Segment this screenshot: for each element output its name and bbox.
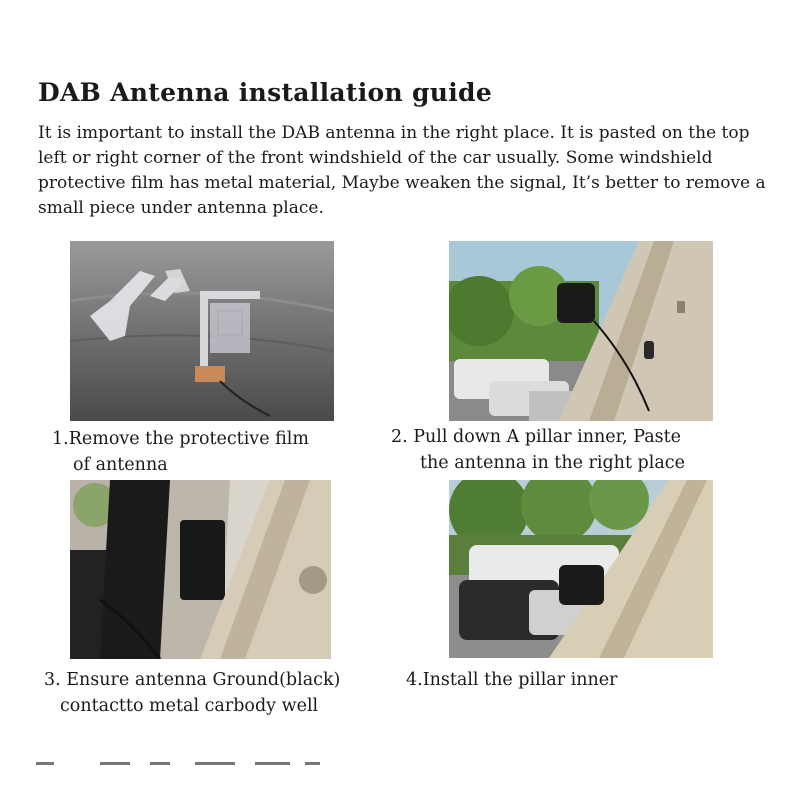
cropped-text-fragment — [305, 762, 320, 765]
cropped-text-fragment — [150, 762, 170, 765]
cropped-text-fragment — [255, 762, 290, 765]
step1-caption-line2: of antenna — [73, 455, 168, 475]
step2-caption-line1: 2. Pull down A pillar inner, Paste — [391, 427, 682, 447]
step4-photo — [449, 480, 713, 658]
step1-photo — [70, 241, 334, 421]
step3-caption-line2: contactto metal carbody well — [60, 696, 319, 716]
step4-caption-line1: 4.Install the pillar inner — [406, 670, 618, 690]
cropped-text-fragment — [36, 762, 54, 765]
step2-caption-line2: the antenna in the right place — [420, 453, 685, 473]
cropped-text-fragment — [195, 762, 235, 765]
intro-paragraph: It is important to install the DAB antenna in the right place. It is pasted on the top left or right corner of the front windshield of the car usually. Some windshield protective film has metal material, Maybe weaken the signal, It’s better to remove a small piece under antenna place. — [38, 123, 766, 218]
guide-title: DAB Antenna installation guide — [38, 78, 493, 107]
step1-caption-line1: 1.Remove the protective film — [52, 429, 309, 449]
step3-photo — [70, 480, 331, 659]
step2-photo — [449, 241, 713, 421]
cropped-text-fragment — [100, 762, 130, 765]
step3-caption-line1: 3. Ensure antenna Ground(black) — [44, 670, 341, 690]
